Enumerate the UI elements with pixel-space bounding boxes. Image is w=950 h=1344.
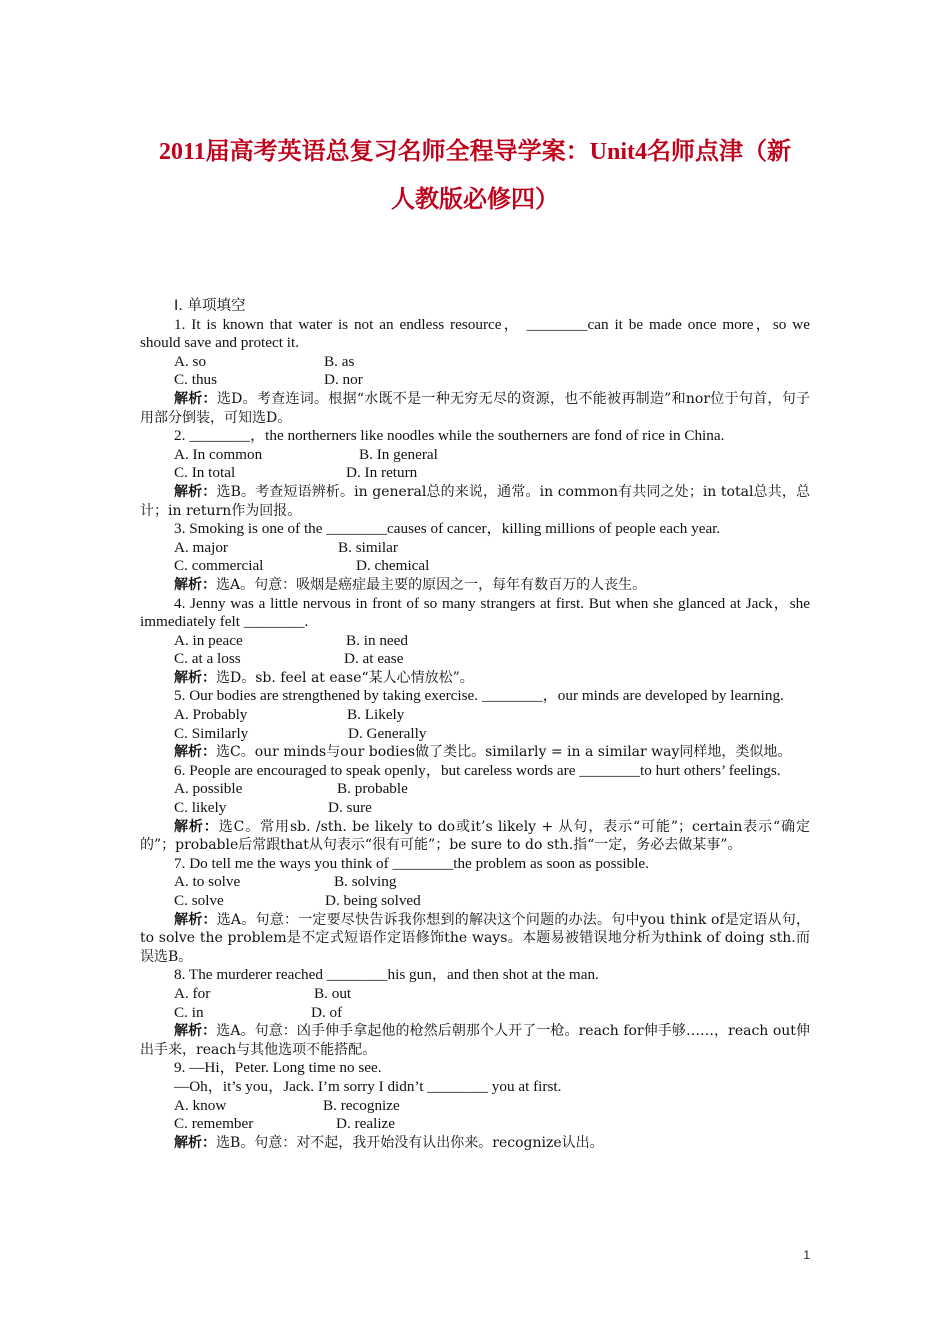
explanation	[140, 576, 810, 595]
option-d: D. nor	[324, 371, 363, 389]
explanation-text: 选C。常用sb. /sth. be likely to do或it’s likely + 从句，表示“可能”；certain表示“确定的”；probable后常跟that从句表示“很有可能”；be sure to do sth.指“一定，务必去做某事”。	[140, 818, 811, 854]
option-d: D. realize	[336, 1115, 396, 1133]
option-b: B. as	[324, 352, 355, 370]
option-a: A. know	[174, 1096, 227, 1114]
explanation-label: 解析：	[174, 911, 217, 928]
option-b: B. in need	[346, 631, 409, 649]
question-stem: 8. The murderer reached ________his gun，and then shot at the man.	[174, 966, 599, 984]
explanation	[140, 390, 810, 427]
explanation-text: 选B。考查短语辨析。in general总的来说，通常。in common有共同之处；in total总共，总计；in return作为回报。	[140, 483, 810, 519]
explanation-label: 解析：	[174, 483, 217, 500]
option-a: A. In common	[174, 445, 263, 463]
option-c: C. commercial	[174, 557, 264, 575]
option-c: C. Similarly	[174, 724, 249, 742]
question-stem: 3. Smoking is one of the ________causes of cancer，killing millions of people each year.	[174, 520, 721, 538]
options-row	[140, 780, 810, 799]
explanation	[140, 911, 810, 967]
option-c: C. thus	[174, 371, 218, 389]
title-line-1: 2011届高考英语总复习名师全程导学案：Unit4名师点津（新	[158, 139, 791, 165]
option-c: C. In total	[174, 464, 236, 482]
options-row	[140, 725, 810, 744]
question-block	[140, 762, 810, 855]
exercise-content	[140, 297, 810, 1152]
option-a: A. to solve	[174, 873, 241, 891]
option-a: A. major	[174, 538, 228, 556]
options-row	[140, 799, 810, 818]
option-b: B. out	[314, 984, 352, 1002]
option-a: A. so	[174, 352, 207, 370]
option-c: C. likely	[174, 799, 227, 817]
options-row	[140, 446, 810, 465]
question-block	[140, 855, 810, 967]
options-row	[140, 353, 810, 372]
question-block	[140, 595, 810, 688]
explanation-text: 选A。句意：吸烟是癌症最主要的原因之一，每年有数百万的人丧生。	[216, 576, 647, 593]
option-a: A. in peace	[174, 631, 243, 649]
options-row	[140, 464, 810, 483]
title-line-2: 人教版必修四）	[391, 187, 559, 213]
explanation	[140, 1134, 810, 1153]
option-a: A. for	[174, 984, 211, 1002]
options-row	[140, 632, 810, 651]
option-b: B. Likely	[347, 706, 405, 724]
options-row	[140, 1097, 810, 1116]
option-a: A. Probably	[174, 706, 248, 724]
explanation-label: 解析：	[174, 669, 216, 686]
option-b: B. probable	[337, 780, 408, 798]
option-c: C. at a loss	[174, 650, 241, 668]
options-row	[140, 1115, 810, 1134]
question-stem: 4. Jenny was a little nervous in front of so many strangers at first. But when she glanced at Jack，she immediately felt ________.	[140, 594, 810, 631]
options-row	[140, 892, 810, 911]
question-stem: 6. People are encouraged to speak openly，but careless words are ________to hurt others’ feelings.	[174, 761, 781, 779]
section-heading: Ⅰ. 单项填空	[174, 298, 246, 314]
explanation-label: 解析：	[174, 1134, 216, 1151]
option-d: D. being solved	[325, 892, 421, 909]
explanation-text: 选B。句意：对不起，我开始没有认出你来。recognize认出。	[216, 1134, 604, 1151]
question-block	[140, 687, 810, 761]
options-row	[140, 557, 810, 576]
explanation-text: 选A。句意：一定要尽快告诉我你想到的解决这个问题的办法。句中you think of是定语从句，to solve the problem是不定式短语作定语修饰the ways。本题易被错误地分析为think of doing sth.而误选B。	[140, 911, 811, 965]
explanation-label: 解析：	[174, 744, 216, 761]
explanation	[140, 1022, 810, 1059]
option-d: D. of	[311, 1003, 343, 1021]
options-row	[140, 873, 810, 892]
option-c: C. solve	[174, 892, 224, 909]
options-row	[140, 650, 810, 669]
explanation-label: 解析：	[174, 818, 219, 835]
page-number: 1	[803, 1248, 810, 1262]
question-block	[140, 520, 810, 594]
explanation	[140, 743, 810, 762]
explanation-text: 选D。考查连词。根据“水既不是一种无穷无尽的资源，也不能被再制造”和nor位于句首，句子用部分倒装，可知选D。	[140, 390, 810, 426]
options-row	[140, 706, 810, 725]
explanation-text: 选D。sb. feel at ease“某人心情放松”。	[216, 669, 474, 686]
question-block	[140, 1059, 810, 1152]
option-b: B. In general	[359, 445, 438, 463]
explanation-text: 选C。our minds与our bodies做了类比。similarly = in a similar way同样地，类似地。	[216, 744, 792, 761]
question-block	[140, 427, 810, 520]
question-stem: 1. It is known that water is not an endless resource， ________can it be made once more，so we should save and protect it.	[140, 315, 810, 352]
explanation	[140, 669, 810, 688]
options-row	[140, 539, 810, 558]
question-block	[140, 966, 810, 1059]
option-c: C. remember	[174, 1115, 254, 1133]
option-d: D. sure	[328, 799, 372, 817]
option-b: B. solving	[334, 873, 397, 891]
question-stem: 5. Our bodies are strengthened by taking exercise. ________，our minds are developed by learning.	[174, 687, 784, 705]
option-d: D. Generally	[348, 724, 427, 742]
explanation-text: 选A。句意：凶手伸手拿起他的枪然后朝那个人开了一枪。reach for伸手够……，reach out伸出手来，reach与其他选项不能搭配。	[140, 1023, 811, 1058]
option-d: D. at ease	[344, 650, 404, 668]
option-d: D. In return	[346, 464, 418, 482]
document-title	[120, 128, 830, 224]
explanation	[140, 818, 810, 855]
explanation	[140, 483, 810, 520]
option-a: A. possible	[174, 780, 243, 798]
question-stem-reply: —Oh，it’s you，Jack. I’m sorry I didn’t ________ you at first.	[174, 1077, 562, 1095]
option-d: D. chemical	[356, 557, 430, 575]
question-stem: 2. ________，the northerners like noodles while the southerners are fond of rice in China.	[174, 427, 725, 445]
explanation-label: 解析：	[174, 390, 217, 407]
option-c: C. in	[174, 1003, 204, 1021]
question-stem: 9. —Hi，Peter. Long time no see.	[174, 1059, 382, 1077]
explanation-label: 解析：	[174, 576, 216, 593]
option-b: B. similar	[338, 538, 398, 556]
option-b: B. recognize	[323, 1096, 400, 1114]
explanation-label: 解析：	[174, 1023, 217, 1040]
question-stem: 7. Do tell me the ways you think of ________the problem as soon as possible.	[174, 854, 649, 872]
question-block	[140, 316, 810, 428]
options-row	[140, 1004, 810, 1023]
options-row	[140, 371, 810, 390]
options-row	[140, 985, 810, 1004]
